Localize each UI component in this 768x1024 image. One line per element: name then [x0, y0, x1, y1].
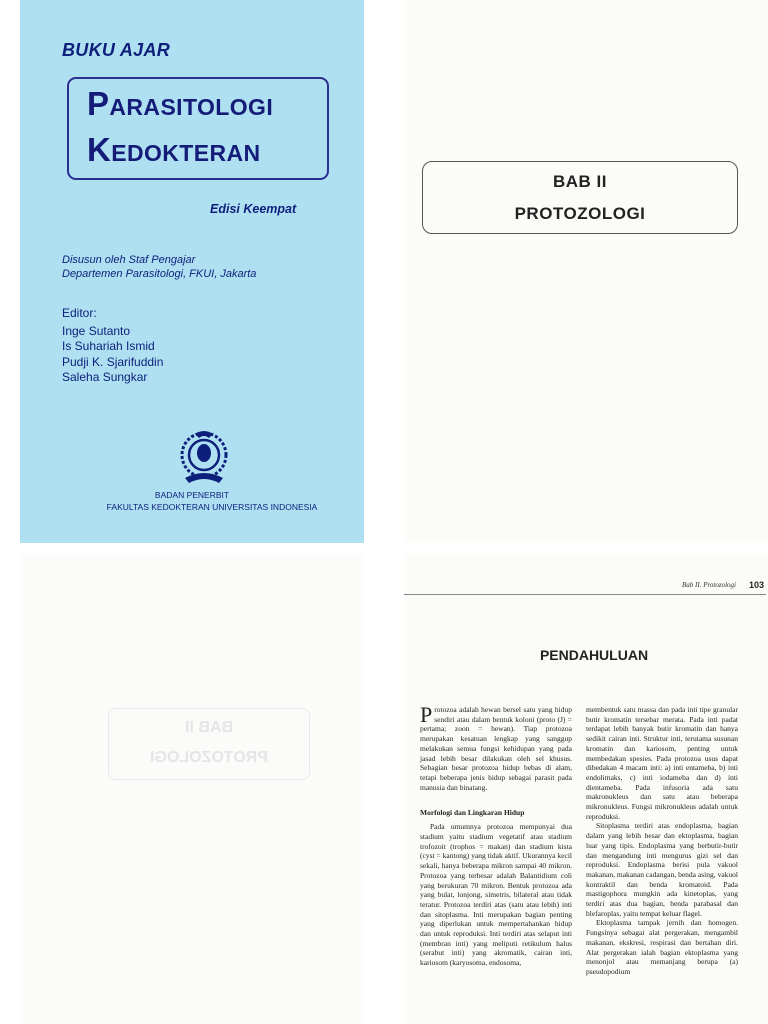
book-title-line2: Kedokteran	[87, 131, 261, 168]
compiled-by-line2: Departemen Parasitologi, FKUI, Jakarta	[62, 268, 257, 280]
bleed-through-line2: PROTOZOLOGI	[150, 749, 268, 766]
paragraph: Ektoplasma tampak jernih dan homogen. Fungsinya sebagai alat pergerakan, mengambil makanan, ekskresi, respirasi dan bertahan diri. Alat pergerakan ialah bagian ektoplasma yang menonjol atau memanjang berupa (a) pseudopodium	[586, 918, 738, 976]
editor-list	[62, 324, 163, 385]
drop-cap: P	[420, 702, 433, 727]
edition-label: Edisi Keempat	[210, 202, 297, 216]
editor-name: Pudji K. Sjarifuddin	[62, 354, 164, 369]
publisher-line2: FAKULTAS KEDOKTERAN UNIVERSITAS INDONESIA	[106, 502, 318, 512]
editor-name: Is Suhariah Ismid	[62, 339, 155, 354]
paragraph	[420, 702, 572, 792]
editor-label: Editor:	[62, 306, 97, 320]
text-column-left	[420, 702, 572, 968]
page-number: 103	[748, 580, 764, 590]
subheading: Morfologi dan Lingkaran Hidup	[420, 808, 525, 818]
blank-page	[20, 553, 364, 1024]
chapter-title-page	[404, 0, 768, 543]
compiled-by-line1: Disusun oleh Staf Pengajar	[62, 254, 196, 266]
editor-name: Saleha Sungkar	[62, 369, 148, 384]
bleed-through-line1: BAB II	[185, 719, 233, 736]
chapter-label: BAB II	[553, 172, 607, 191]
paragraph: membentuk satu massa dan pada inti tipe granular butir kromatin tersebar merata. Pada inti padat terdapat lebih banyak butir kromatin dan hanya sedikit cairan inti. Struktur inti, terutama susunan kromatin dan kariosom, penting untuk membedakan spesies. Pada protozoa usus dapat dibedakan 4 macam inti: a) inti entameba, b) inti endolimaks, c) inti iodameba dan d) inti dientameba. Pada infusoria ada satu makronukleus dan satu atau beberapa mikronukleus. Fungsi mikronukleus adalah untuk reproduksi.	[586, 705, 738, 821]
text-column-right	[586, 705, 738, 977]
header-rule	[404, 594, 766, 595]
title-box	[67, 77, 329, 180]
university-emblem-icon	[175, 428, 233, 486]
publisher-line1: BADAN PENERBIT	[154, 490, 230, 500]
chapter-title-box	[422, 161, 738, 234]
book-title-line1: Parasitologi	[87, 85, 274, 122]
chapter-title: PROTOZOLOGI	[514, 204, 646, 223]
paragraph: Pada umumnya protozoa mempunyai dua stadium yaitu stadium vegetatif atau stadium trofozoit (trophos = makan) dan stadium kista (cyst = kantong) yang tidak aktif. Ukurannya kecil sekali, hanya beberapa mikron sampai 40 mikron. Protozoa yang terbesar adalah Balantidium coli yang berukuran 70 mikron. Bentuk protozoa ada yang bulat, lonjong, simetris, bilateral atau tidak teratur. Protozoa terdiri atas (satu atau lebih) inti dan sitoplasma. Inti merupakan bagian penting yang diperlukan untuk mempertahankan hidup dan untuk reproduksi. Inti terdiri atas selaput inti (membran inti) yang meliputi retikulum halus (serabut inti) yang akromatik, cairan inti, kariosom (karyosoma, endosoma,	[420, 822, 572, 968]
section-title: PENDAHULUAN	[539, 647, 649, 663]
book-cover	[20, 0, 364, 543]
series-label: BUKU AJAR	[62, 40, 171, 60]
paragraph: Sitoplasma terdiri atas endoplasma, bagian dalam yang lebih besar dan ektoplasma, bagian luar yang tipis. Endoplasma yang berbutir-butir dan mengandung inti mengurus gizi sel dan reproduksi. Endoplasma berisi pula vakuol makanan, makanan cadangan, benda asing, vakuol kontraktil dan benda kromatoid. Pada mastigophora mungkin ada kinetoplas, yang terdiri atas dua bagian, benda parabasal dan blefaroplas, yaitu tempat keluar flagel.	[586, 821, 738, 918]
running-head: Bab II. Protozologi	[682, 581, 736, 589]
bleed-through-box	[108, 708, 310, 780]
text-page	[404, 553, 768, 1024]
editor-name: Inge Sutanto	[62, 324, 131, 338]
paragraph-text: rotozoa adalah hewan bersel satu yang hidup sendiri atau dalam bentuk koloni (proto (J) = pertama; zoon = hewan). Tiap protozoa merupakan kesatuan lengkap yang sanggup melakukan semua fungsi kehidupan yang pada jasad lebih besar dilakukan oleh sel khusus. Sebagian besar protozoa hidup bebas di alam, tetapi beberapa jenis hidup sebagai parasit pada manusia dan binatang.	[420, 705, 572, 792]
